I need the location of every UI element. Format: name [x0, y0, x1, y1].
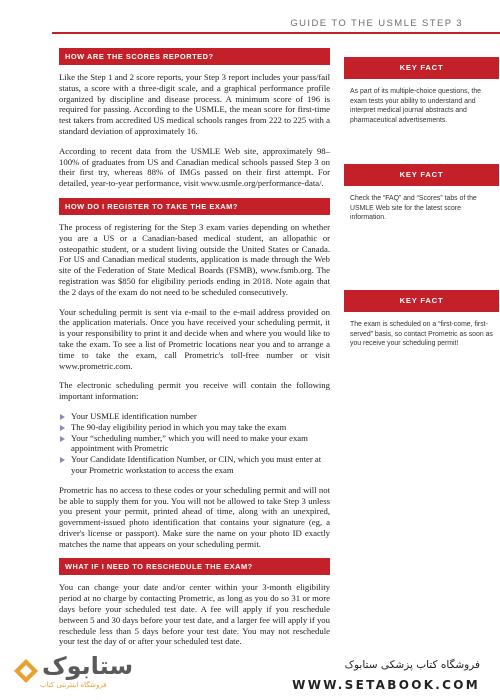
logo-wordmark: ستابوک: [42, 652, 134, 680]
list-item: [59, 454, 330, 476]
bullet-triangle-icon: [60, 414, 65, 420]
watermark-banner: [0, 652, 500, 700]
list-item: [59, 411, 330, 422]
key-fact-label: KEY FACT: [344, 164, 499, 186]
key-fact-box: [344, 164, 499, 223]
running-head-title: GUIDE TO THE USMLE STEP 3: [290, 18, 463, 29]
setabook-logo-icon: [12, 657, 40, 685]
paragraph: Your scheduling permit is sent via e-mail to the e-mail address provided on the application materials. Once you have received your scheduling permit, it is your responsibility to print it and decide when and where you would like to take the exam. To see a list of Prometric locations near you and to arrange a time to take the exam, call Prometric's toll-free number or visit www.prometric.com.: [59, 306, 330, 371]
list-item-text: Your Candidate Identification Number, or CIN, which you must enter at your Prometric workstation to access the exam: [71, 454, 322, 475]
paragraph: Like the Step 1 and 2 score reports, your Step 3 report includes your pass/fail status, a score with a three-digit scale, and a graphical performance profile organized by discipline and disease process. A minimum score of 196 is required for passing. According to the USMLE, the mean score for first-time test takers from accredited US medical schools ranges from 222 to 225 with a standard deviation of approximately 16.: [59, 72, 330, 136]
bullet-triangle-icon: [60, 436, 65, 442]
paragraph: Prometric has no access to these codes or your scheduling permit and will not be able to supply them for you. You will not be allowed to take Step 3 unless you present your permit, printed ahead of time, along with an unexpired, government-issued photo identification that contains your signature (eg, a driver's license or passport). Make sure the name on your photo ID exactly matches the name that appears on your scheduling permit.: [59, 484, 330, 549]
paragraph: The process of registering for the Step 3 exam varies depending on whether you are a US or a Canadian-based medical student, an allopathic or osteopathic student, or a student living outside the United States or Canada. For US and Canadian medical students, application is made through the Web site of the Federation of State Medical Boards (FSMB), www.fsmb.org. The registration was $850 for eligibility periods ending in 2018. Note again that the 2 days of the exam do not need to be scheduled consecutively.: [59, 221, 330, 297]
key-fact-box: [344, 57, 499, 125]
main-column: [59, 48, 330, 676]
section-heading-reschedule: WHAT IF I NEED TO RESCHEDULE THE EXAM?: [59, 558, 330, 575]
paragraph: According to recent data from the USMLE Web site, approximately 98–100% of graduates from US and Canadian medical schools passed Step 3 on their first try, whereas 88% of IMGs passed on their first attempt. For detailed, year-to-year performance, visit www.usmle.org/performance-data/.: [59, 145, 330, 189]
section-heading-scores: HOW ARE THE SCORES REPORTED?: [59, 48, 330, 65]
key-fact-box: [344, 290, 499, 349]
bullet-triangle-icon: [60, 425, 65, 431]
list-item-text: The 90-day eligibility period in which you may take the exam: [71, 421, 287, 432]
list-item-text: Your USMLE identification number: [71, 410, 197, 421]
key-fact-label: KEY FACT: [344, 57, 499, 79]
store-url: WWW.SETABOOK.COM: [292, 678, 480, 692]
key-fact-text: The exam is scheduled on a “first-come, first-served” basis, so contact Prometric as soon as you receive your scheduling permit!: [350, 321, 493, 348]
store-name: فروشگاه کتاب پزشکی ستابوک: [344, 659, 480, 671]
list-item: [59, 422, 330, 433]
paragraph: You can change your date and/or center within your 3-month eligibility period at no charge by contacting Prometric, as long as you do so 31 or more days before your scheduled test date. A fee will apply if you reschedule between 5 and 30 days before your test date, and a larger fee will apply if you reschedule less than 5 days before your test date. You may not reschedule your test the day of or after your scheduled test date.: [59, 582, 330, 647]
key-fact-text: As part of its multiple-choice questions, the exam tests your ability to understand and interpret medical journal abstracts and pharmaceutical advertisements.: [350, 88, 481, 124]
section-heading-register: HOW DO I REGISTER TO TAKE THE EXAM?: [59, 198, 330, 215]
list-item: [59, 433, 330, 455]
permit-info-list: [59, 411, 330, 476]
key-fact-label: KEY FACT: [344, 290, 499, 312]
header-rule: [52, 32, 500, 34]
list-item-text: Your “scheduling number,” which you will need to make your exam appointment with Prometric: [71, 432, 308, 454]
key-fact-text: Check the “FAQ” and “Scores” tabs of the USMLE Web site for the latest score information.: [350, 195, 477, 222]
paragraph: The electronic scheduling permit you receive will contain the following important information:: [59, 380, 330, 402]
bullet-triangle-icon: [60, 457, 65, 463]
logo-subtitle: فروشگاه اینترنتی کتاب: [40, 681, 107, 689]
